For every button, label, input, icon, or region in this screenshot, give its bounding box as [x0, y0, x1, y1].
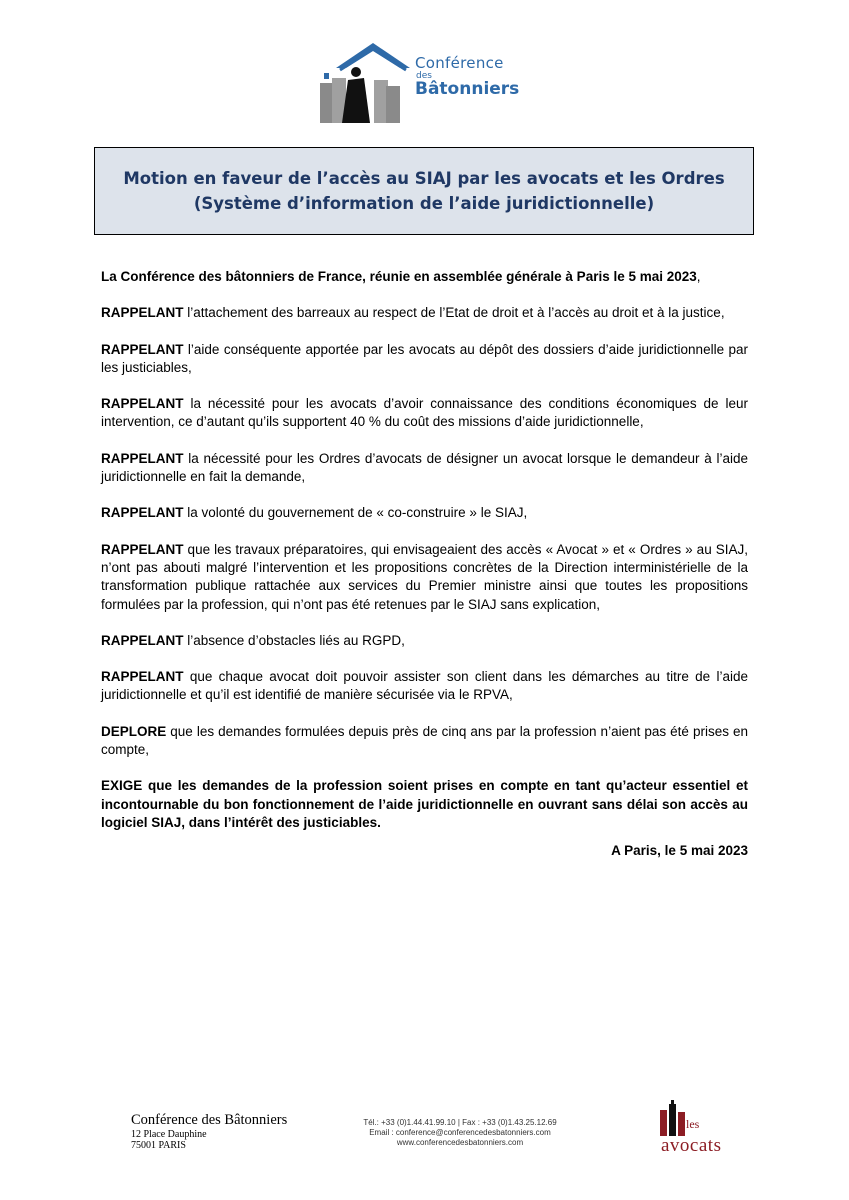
paragraph-lead: RAPPELANT [101, 396, 184, 412]
logo-line-3: Bâtonniers [415, 79, 520, 99]
paragraph-lead: RAPPELANT [101, 541, 184, 557]
title-line-1: Motion en faveur de l’accès au SIAJ par les avocats et les Ordres [123, 169, 725, 188]
avocats-emblem-icon [658, 1100, 688, 1136]
paragraph-3 [101, 395, 748, 432]
footer-email[interactable]: Email : conference@conferencedesbatonniers.com [369, 1128, 551, 1137]
title-box [94, 147, 754, 235]
intro-paragraph [101, 268, 748, 286]
logo-les: les [686, 1117, 700, 1131]
paragraph-9 [101, 723, 748, 760]
paragraph-lead: RAPPELANT [101, 341, 184, 357]
paragraph-text: l’absence d’obstacles liés au RGPD, [183, 632, 405, 648]
paragraph-7 [101, 632, 748, 650]
intro-text: La Conférence des bâtonniers de France, réunie en assemblée générale à Paris le 5 mai 2023 [101, 269, 697, 284]
paragraph-text: la nécessité pour les avocats d’avoir connaissance des conditions économiques de leur intervention, ce d’autant qu’ils supportent 40 % du coût des missions d’aide juridictionnelle, [101, 396, 748, 430]
paragraph-lead: DEPLORE [101, 723, 167, 739]
paragraph-lead: RAPPELANT [101, 450, 184, 466]
footer-org-name: Conférence des Bâtonniers [131, 1112, 288, 1128]
footer-address-line-1: 12 Place Dauphine [131, 1129, 207, 1140]
signature: A Paris, le 5 mai 2023 [611, 843, 748, 858]
footer-contact [330, 1118, 590, 1148]
paragraph-4 [101, 450, 748, 487]
paragraph-text: que chaque avocat doit pouvoir assister son client dans les démarches au titre de l’aide juridictionnelle et qu’il est identifié de manière sécurisée via le RPVA, [101, 669, 748, 703]
paragraph-lead: RAPPELANT [101, 305, 184, 321]
paragraph-lead: RAPPELANT [101, 669, 184, 685]
paragraph-text: l’attachement des barreaux au respect de l’Etat de droit et à l’accès au droit et à la justice, [183, 305, 725, 321]
footer-address-line-2: 75001 PARIS [131, 1140, 186, 1151]
paragraph-text: que les demandes formulées depuis près de cinq ans par la profession n’aient pas été prises en compte, [101, 723, 748, 758]
logo-line-1: Conférence [415, 54, 504, 72]
title-line-2: (Système d’information de l’aide juridictionnelle) [193, 194, 655, 213]
logo-line-2: des [416, 71, 432, 81]
paragraph-lead: RAPPELANT [101, 632, 184, 648]
batonniers-emblem-icon [318, 38, 413, 128]
footer-website[interactable]: www.conferencedesbatonniers.com [396, 1138, 524, 1147]
paragraph-5 [101, 504, 748, 522]
paragraph-2 [101, 341, 748, 378]
footer-phone: Tél.: +33 (0)1.44.41.99.10 | Fax : +33 (0)1.43.25.12.69 [363, 1118, 557, 1127]
paragraph-text: l’aide conséquente apportée par les avocats au dépôt des dossiers d’aide juridictionnelle par les justiciables, [101, 341, 748, 375]
paragraph-6 [101, 541, 748, 614]
paragraph-text: la nécessité pour les Ordres d’avocats de désigner un avocat lorsque le demandeur à l’aide juridictionnelle en fait la demande, [101, 450, 748, 485]
paragraph-lead: RAPPELANT [101, 505, 184, 521]
final-demand: EXIGE que les demandes de la profession soient prises en compte en tant qu’acteur essentiel et incontournable du bon fonctionnement de l’aide juridictionnelle en ouvrant sans délai son accès au logiciel SIAJ, dans l’intérêt des justiciables. [101, 778, 748, 830]
paragraph-text: la volonté du gouvernement de « co-construire » le SIAJ, [183, 505, 528, 521]
paragraph-1 [101, 304, 748, 322]
paragraph-8 [101, 668, 748, 705]
conference-logo [318, 38, 538, 128]
motion-body [101, 268, 748, 850]
intro-tail: , [696, 269, 701, 284]
logo-avocats: avocats [661, 1135, 722, 1156]
paragraph-text: que les travaux préparatoires, qui envisageaient des accès « Avocat » et « Ordres » au SIAJ, n’ont pas abouti malgré l’intervention et les propositions concrètes de la Direction interministérielle de la transformation publique rattachée aux services du Premier ministre ainsi que toutes les propositions formulées par la profession, qui n’ont pas été retenues par le SIAJ sans explication, [101, 541, 748, 612]
les-avocats-logo [654, 1100, 734, 1160]
footer-address [131, 1112, 287, 1151]
